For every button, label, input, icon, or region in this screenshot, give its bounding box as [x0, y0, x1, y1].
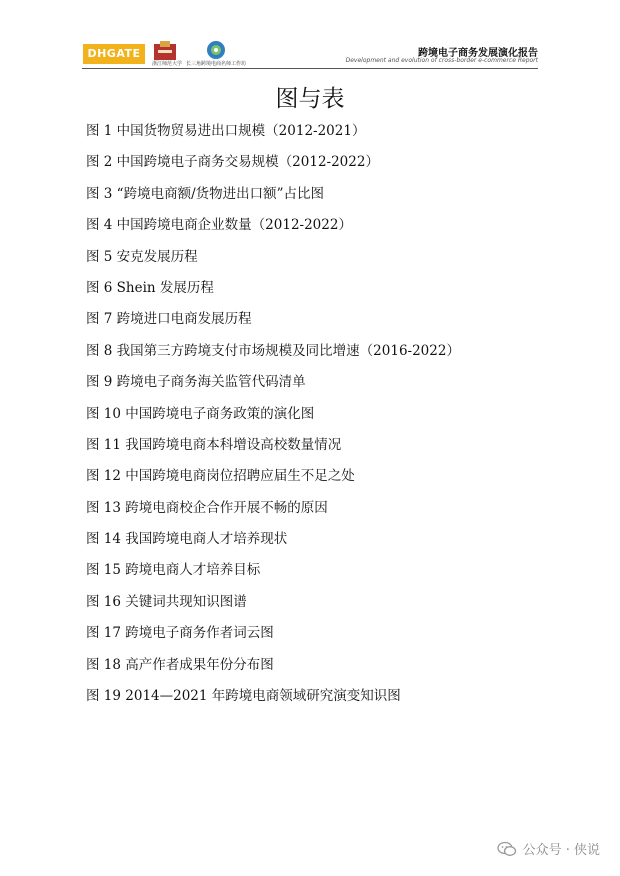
- university-name: 浙江师范大学: [152, 61, 183, 67]
- page-title: 图与表: [275, 86, 345, 112]
- figure-entry: 图 8 我国第三方跨境支付市场规模及同比增速（2016-2022）: [86, 342, 460, 359]
- header-divider: [82, 68, 538, 69]
- report-title: 跨境电子商务发展演化报告: [418, 48, 538, 59]
- dhgate-logo: DHGATE: [83, 44, 145, 64]
- figure-entry: 图 2 中国跨境电子商务交易规模（2012-2022）: [86, 154, 379, 171]
- figure-entry: 图 18 高产作者成果年份分布图: [86, 656, 274, 673]
- page-header: [0, 0, 620, 70]
- figure-list: [86, 120, 460, 716]
- figure-entry: 图 1 中国货物贸易进出口规模（2012-2021）: [86, 123, 366, 139]
- report-subtitle: Development and evolution of cross-border e-commerce Report: [345, 57, 538, 64]
- watermark: [497, 839, 600, 858]
- figure-entry: 图 17 跨境电子商务作者词云图: [86, 625, 274, 642]
- figure-entry: 图 14 我国跨境电商人才培养现状: [86, 531, 288, 548]
- lab-logo-icon: [206, 40, 226, 60]
- figure-entry: 图 7 跨境进口电商发展历程: [86, 311, 252, 328]
- figure-entry: 图 3 “跨境电商额/货物进出口额”占比图: [86, 185, 325, 202]
- figure-entry: 图 12 中国跨境电商岗位招聘应届生不足之处: [86, 468, 355, 485]
- figure-entry: 图 16 关键词共现知识图谱: [86, 593, 247, 610]
- figure-entry: 图 9 跨境电子商务海关监管代码清单: [86, 374, 306, 391]
- wechat-icon: [497, 841, 517, 857]
- university-logo-icon: [152, 40, 178, 62]
- figure-entry: 图 6 Shein 发展历程: [86, 279, 214, 296]
- lab-name: 长三角跨境电商名师工作坊: [186, 61, 247, 67]
- figure-entry: 图 10 中国跨境电子商务政策的演化图: [86, 405, 315, 422]
- watermark-text: 公众号 · 侠说: [522, 843, 600, 858]
- figure-entry: 图 11 我国跨境电商本科增设高校数量情况: [86, 436, 342, 453]
- figure-entry: 图 15 跨境电商人才培养目标: [86, 562, 261, 579]
- figure-entry: 图 5 安克发展历程: [86, 248, 198, 265]
- figure-entry: 图 13 跨境电商校企合作开展不畅的原因: [86, 499, 328, 516]
- figure-entry: 图 19 2014—2021 年跨境电商领域研究演变知识图: [86, 688, 401, 705]
- figure-entry: 图 4 中国跨境电商企业数量（2012-2022）: [86, 217, 352, 234]
